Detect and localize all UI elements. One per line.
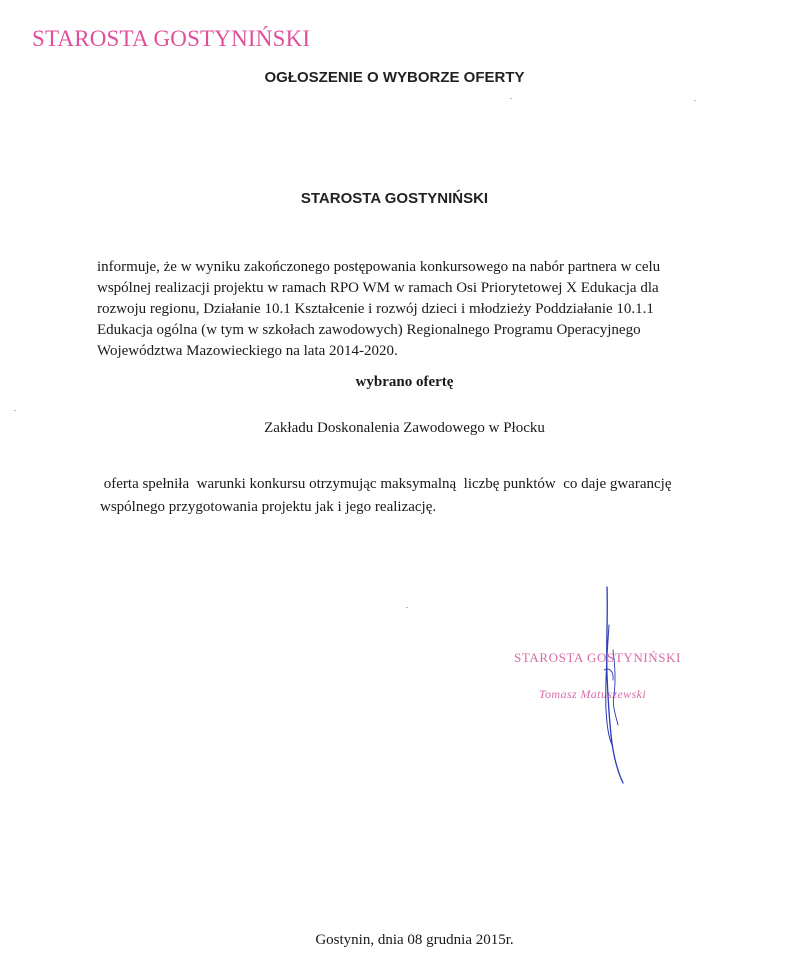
scan-speck <box>406 607 408 608</box>
scan-speck <box>694 100 696 101</box>
intro-line: Edukacja ogólna (w tym w szkołach zawodowych) Regionalnego Programu Operacyjnego <box>97 322 641 338</box>
conclusion-line: oferta spełniła warunki konkursu otrzymując maksymalną liczbę punktów co daje gwarancję <box>100 476 672 492</box>
document-title: OGŁOSZENIE O WYBORZE OFERTY <box>264 69 525 86</box>
stamp-title: STAROSTA GOSTYNIŃSKI <box>514 650 682 665</box>
scan-speck <box>14 410 16 411</box>
stamp-name: Tomasz Matuszewski <box>539 687 647 701</box>
intro-line: rozwoju regionu, Działanie 10.1 Kształcenie i rozwój dzieci i młodzieży Poddziałanie 10.1.1 <box>97 301 654 317</box>
date-line: Gostynin, dnia 08 grudnia 2015r. <box>315 932 514 948</box>
handwritten-signature <box>593 585 633 785</box>
selected-offer-heading: wybrano ofertę <box>355 374 454 390</box>
letterhead: STAROSTA GOSTYNIŃSKI <box>32 26 311 51</box>
conclusion-paragraph <box>100 473 740 519</box>
intro-line: Województwa Mazowieckiego na lata 2014-2020. <box>97 343 398 359</box>
official-stamp <box>498 645 718 775</box>
conclusion-line: wspólnego przygotowania projektu jak i jego realizację. <box>100 499 437 515</box>
intro-paragraph <box>97 257 737 362</box>
intro-line: wspólnej realizacji projektu w ramach RPO WM w ramach Osi Priorytetowej X Edukacja dla <box>97 280 659 296</box>
winning-bidder: Zakładu Doskonalenia Zawodowego w Płocku <box>264 420 545 436</box>
intro-line: informuje, że w wyniku zakończonego postępowania konkursowego na nabór partnera w celu <box>97 259 661 275</box>
scan-speck <box>510 98 512 99</box>
sender-heading: STAROSTA GOSTYNIŃSKI <box>300 190 489 207</box>
